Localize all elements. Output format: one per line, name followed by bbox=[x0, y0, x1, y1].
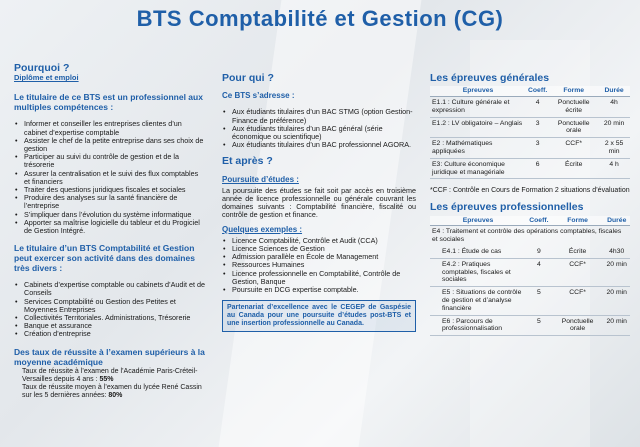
studies-heading: Poursuite d’études : bbox=[222, 174, 299, 184]
audience-list bbox=[222, 108, 416, 149]
cell-forme: Écrite bbox=[552, 246, 604, 258]
cell-coeff: 4 bbox=[526, 258, 552, 286]
skills-list bbox=[14, 120, 206, 235]
success-lycee-label: Taux de réussite moyen à l’examen du lycée René Cassin sur les 5 dernières années: bbox=[22, 384, 202, 400]
cell-coeff: 9 bbox=[526, 246, 552, 258]
table-header-row bbox=[430, 216, 630, 226]
cell-coeff: 3 bbox=[526, 138, 549, 159]
cell-coeff: 4 bbox=[526, 97, 549, 118]
pro-exams-table bbox=[430, 216, 630, 337]
cell-forme: CCF* bbox=[552, 258, 604, 286]
list-item: • Aux étudiants titulaires d’un BAC STMG (option Gestion-Finance de préférence) bbox=[230, 108, 416, 124]
section-heading-apres: Et après ? bbox=[222, 155, 273, 168]
list-item: • Informer et conseiller les entreprises clientes d’un cabinet d’expertise comptable bbox=[22, 120, 206, 136]
success-lycee bbox=[14, 384, 206, 400]
success-academie bbox=[14, 368, 206, 384]
cell-name: E2 : Mathématiques appliquées bbox=[430, 138, 526, 159]
cell-coeff: 6 bbox=[526, 158, 549, 179]
section-heading-pourquoi: Pourquoi ? bbox=[14, 62, 70, 74]
cell-forme: CCF* bbox=[549, 138, 598, 159]
intro-domaines: Le titulaire d’un BTS Comptabilité et Gestion peut exercer son activité dans des domaines très divers : bbox=[14, 243, 195, 274]
list-item: • Licence professionnelle en Comptabilité, Contrôle de Gestion, Banque bbox=[230, 270, 416, 286]
cell-forme: Écrite bbox=[549, 158, 598, 179]
list-item: • Assister le chef de la petite entreprise dans ses choix de gestion bbox=[22, 137, 206, 153]
list-item: • Participer au suivi du contrôle de gestion et de la trésorerie bbox=[22, 153, 206, 169]
list-item: • Licence Sciences de Gestion bbox=[230, 245, 416, 253]
cell-duree: 20 min bbox=[603, 258, 630, 286]
list-item: • Assurer la centralisation et le suivi des flux comptables et financiers bbox=[22, 170, 206, 186]
cell-duree: 2 x 55 min bbox=[598, 138, 630, 159]
cell-name: E4.2 : Pratiques comptables, fiscales et sociales bbox=[430, 258, 526, 286]
header-duree: Durée bbox=[598, 86, 630, 96]
column-epreuves bbox=[430, 72, 630, 336]
partnership-box: Partenariat d’excellence avec le CEGEP de Gaspésie au Canada pour une poursuite d’études post-BTS et une insertion professionnelle au Canada. bbox=[222, 300, 416, 332]
cell-name: E6 : Parcours de professionnalisation bbox=[430, 315, 526, 336]
page-title: BTS Comptabilité et Gestion (CG) bbox=[136, 6, 504, 31]
header-epreuves: Epreuves bbox=[430, 216, 526, 226]
cell-duree: 20 min bbox=[603, 287, 630, 315]
cell-name: E1.1 : Culture générale et expression bbox=[430, 97, 526, 118]
table-row bbox=[430, 138, 630, 159]
success-heading: Des taux de réussite à l’examen supérieurs à la moyenne académique bbox=[14, 346, 205, 367]
list-item: • Banque et assurance bbox=[22, 322, 206, 330]
list-item: • Aux étudiants titulaires d’un BAC général (série économique ou scientifique) bbox=[230, 125, 416, 141]
table-row bbox=[430, 158, 630, 179]
list-item: • Poursuite en DCG expertise comptable. bbox=[230, 286, 416, 294]
cell-duree: 4 h bbox=[598, 158, 630, 179]
column-pour-qui bbox=[222, 72, 416, 332]
cell-forme: Ponctuelle orale bbox=[549, 117, 598, 138]
table-row bbox=[430, 246, 630, 258]
header-coeff: Coeff. bbox=[526, 216, 552, 226]
cell-span: E4 : Traitement et contrôle des opérations comptables, fiscales et sociales bbox=[432, 228, 622, 244]
cell-coeff: 5 bbox=[526, 287, 552, 315]
header-forme: Forme bbox=[549, 86, 598, 96]
list-item: • Admission parallèle en École de Management bbox=[230, 253, 416, 261]
examples-heading: Quelques exemples : bbox=[222, 224, 303, 234]
section-heading-pour-qui: Pour qui ? bbox=[222, 72, 274, 84]
header-duree: Durée bbox=[603, 216, 630, 226]
ccf-note: *CCF : Contrôle en Cours de Formation 2 situations d’évaluation bbox=[430, 187, 630, 195]
success-lycee-value: 80% bbox=[108, 392, 123, 400]
list-item: • S’impliquer dans l’évolution du système informatique bbox=[22, 211, 206, 219]
table-row bbox=[430, 258, 630, 286]
list-item: • Ressources Humaines bbox=[230, 261, 416, 269]
general-exams-table bbox=[430, 86, 630, 179]
column-pourquoi bbox=[14, 62, 206, 400]
list-item: • Aux étudiants titulaires d’un BAC professionnel AGORA. bbox=[230, 141, 416, 149]
table-row bbox=[430, 226, 630, 246]
cell-name: E3: Culture économique juridique et managériale bbox=[430, 158, 526, 179]
intro-competences: Le titulaire de ce BTS est un professionnel aux multiples compétences : bbox=[14, 92, 203, 113]
header-coeff: Coeff. bbox=[526, 86, 549, 96]
section-heading-epreuves-pro: Les épreuves professionnelles bbox=[430, 201, 584, 214]
list-item: • Traiter des questions juridiques fiscales et sociales bbox=[22, 186, 206, 194]
cell-name: E4.1 : Étude de cas bbox=[430, 246, 526, 258]
cell-forme: Ponctuelle orale bbox=[552, 315, 604, 336]
table-row bbox=[430, 117, 630, 138]
table-row bbox=[430, 97, 630, 118]
studies-text: La poursuite des études se fait soit par accès en troisième année de licence professionnelle ou générale couvrant les domaines suivants : Comptabilité financière, fiscalité ou contrôle de gestion et finance. bbox=[222, 185, 416, 220]
header-forme: Forme bbox=[552, 216, 604, 226]
cell-coeff: 3 bbox=[526, 117, 549, 138]
list-item: • Création d’entreprise bbox=[22, 330, 206, 338]
list-item: • Collectivités Territoriales. Administrations, Trésorerie bbox=[22, 314, 206, 322]
cell-name: E5 : Situations de contrôle de gestion et d’analyse financière bbox=[430, 287, 526, 315]
cell-duree: 4h30 bbox=[603, 246, 630, 258]
header-epreuves: Epreuves bbox=[430, 86, 526, 96]
cell-duree: 20 min bbox=[603, 315, 630, 336]
subheading-diplome: Diplôme et emploi bbox=[14, 73, 79, 83]
list-item: • Apporter sa maîtrise logicielle du tableur et du Progiciel de Gestion Intégré. bbox=[22, 219, 206, 235]
cell-forme: Ponctuelle écrite bbox=[549, 97, 598, 118]
success-academie-value: 55% bbox=[99, 375, 114, 383]
cell-duree: 20 min bbox=[598, 117, 630, 138]
list-item: • Cabinets d’expertise comptable ou cabinets d’Audit et de Conseils bbox=[22, 281, 206, 297]
list-item: • Produire des analyses sur la santé financière de l’entreprise bbox=[22, 194, 206, 210]
table-row bbox=[430, 287, 630, 315]
list-item: • Services Comptabilité ou Gestion des Petites et Moyennes Entreprises bbox=[22, 298, 206, 314]
section-heading-epreuves-generales: Les épreuves générales bbox=[430, 72, 550, 84]
domains-list bbox=[14, 281, 206, 338]
address-heading: Ce BTS s’adresse : bbox=[222, 91, 295, 101]
cell-coeff: 5 bbox=[526, 315, 552, 336]
success-academie-label: Taux de réussite à l’examen de l’Académie Paris-Créteil-Versailles depuis 4 ans : bbox=[22, 367, 198, 383]
table-header-row bbox=[430, 86, 630, 96]
cell-name: E1.2 : LV obligatoire – Anglais bbox=[430, 117, 526, 138]
list-item: • Licence Comptabilité, Contrôle et Audit (CCA) bbox=[230, 237, 416, 245]
table-row bbox=[430, 315, 630, 336]
cell-duree: 4h bbox=[598, 97, 630, 118]
cell-forme: CCF* bbox=[552, 287, 604, 315]
examples-list bbox=[222, 237, 416, 294]
